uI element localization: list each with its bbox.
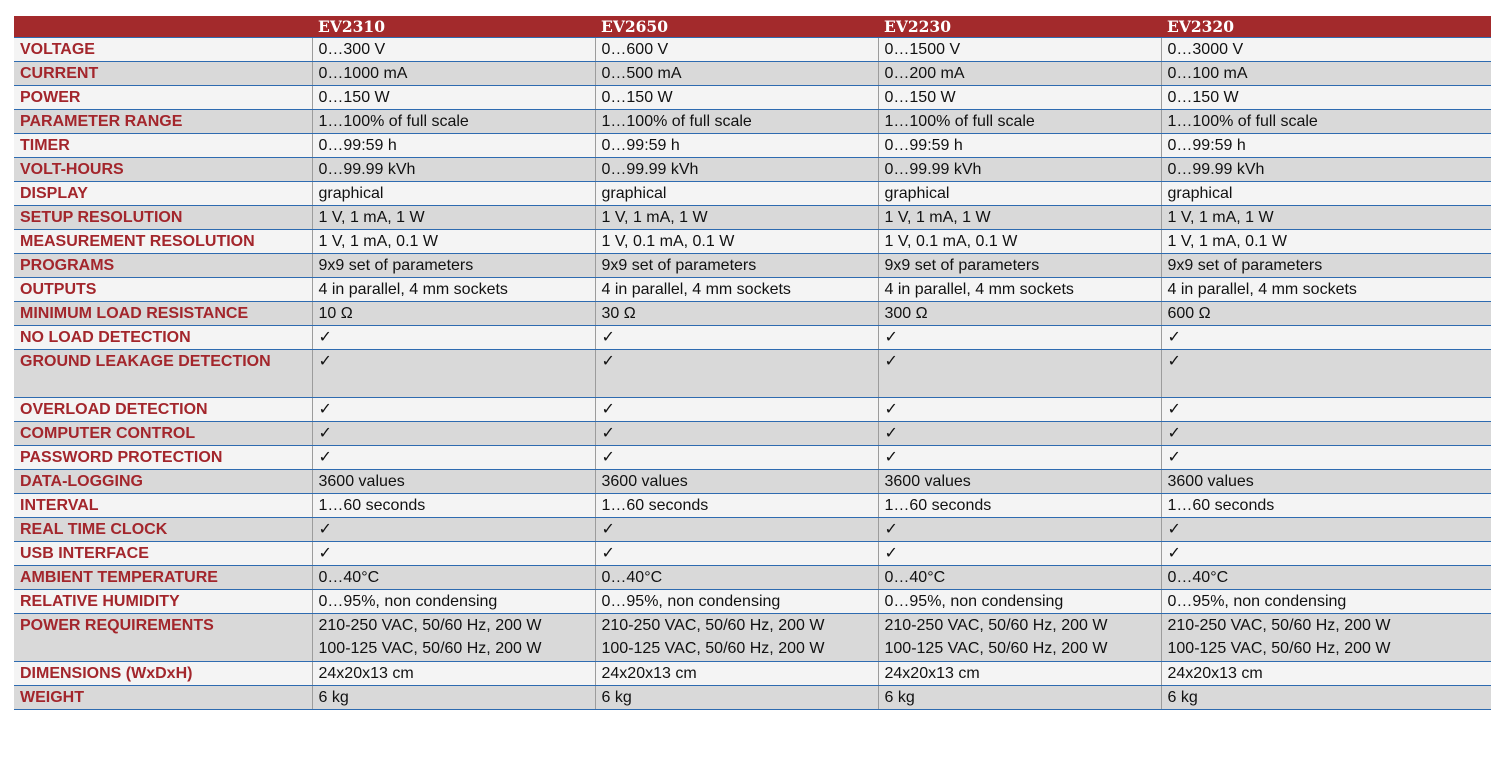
spec-value: 0…99.99 kVh (1161, 158, 1491, 182)
table-row (14, 686, 1491, 710)
table-row (14, 614, 1491, 662)
spec-value: ✓ (1161, 398, 1491, 422)
spec-value: ✓ (878, 446, 1161, 470)
row-label: WEIGHT (14, 686, 312, 710)
table-row (14, 134, 1491, 158)
table-row (14, 590, 1491, 614)
spec-value: 1…60 seconds (595, 494, 878, 518)
row-label: NO LOAD DETECTION (14, 326, 312, 350)
row-label: PARAMETER RANGE (14, 110, 312, 134)
row-label: COMPUTER CONTROL (14, 422, 312, 446)
spec-value: 1 V, 0.1 mA, 0.1 W (878, 230, 1161, 254)
spec-value: 6 kg (1161, 686, 1491, 710)
table-row (14, 494, 1491, 518)
spec-value: ✓ (878, 422, 1161, 446)
row-label: RELATIVE HUMIDITY (14, 590, 312, 614)
row-label: PROGRAMS (14, 254, 312, 278)
spec-value: 600 Ω (1161, 302, 1491, 326)
table-row (14, 326, 1491, 350)
spec-value: 3600 values (595, 470, 878, 494)
spec-value: 0…95%, non condensing (878, 590, 1161, 614)
spec-value: ✓ (312, 326, 595, 350)
table-row (14, 350, 1491, 398)
spec-value: ✓ (1161, 350, 1491, 398)
row-label: POWER (14, 86, 312, 110)
row-label: GROUND LEAKAGE DETECTION (14, 350, 312, 398)
spec-value: ✓ (312, 350, 595, 398)
spec-value: 1…100% of full scale (878, 110, 1161, 134)
row-label: INTERVAL (14, 494, 312, 518)
row-label: MINIMUM LOAD RESISTANCE (14, 302, 312, 326)
spec-value: ✓ (312, 446, 595, 470)
column-header: EV2650 (595, 16, 878, 38)
spec-value: ✓ (312, 422, 595, 446)
spec-value: 1…60 seconds (312, 494, 595, 518)
spec-value: ✓ (878, 398, 1161, 422)
spec-value: ✓ (595, 326, 878, 350)
spec-value-line: 210-250 VAC, 50/60 Hz, 200 W (318, 617, 542, 634)
spec-value (595, 614, 878, 662)
row-label: OVERLOAD DETECTION (14, 398, 312, 422)
spec-value: graphical (312, 182, 595, 206)
spec-value: 0…40°C (1161, 566, 1491, 590)
spec-value: ✓ (595, 542, 878, 566)
spec-value (878, 614, 1161, 662)
spec-value: 9x9 set of parameters (595, 254, 878, 278)
spec-value-line: 100-125 VAC, 50/60 Hz, 200 W (601, 640, 825, 657)
header-corner (14, 16, 312, 38)
spec-value: ✓ (878, 518, 1161, 542)
table-row (14, 230, 1491, 254)
spec-value: ✓ (878, 326, 1161, 350)
row-label: PASSWORD PROTECTION (14, 446, 312, 470)
table-row (14, 566, 1491, 590)
spec-table-container (14, 16, 1491, 710)
table-row (14, 302, 1491, 326)
spec-value: ✓ (878, 350, 1161, 398)
spec-value: 1 V, 1 mA, 1 W (312, 206, 595, 230)
spec-value: 0…95%, non condensing (1161, 590, 1491, 614)
spec-value: 0…150 W (595, 86, 878, 110)
spec-value: 0…40°C (595, 566, 878, 590)
spec-value: 0…500 mA (595, 62, 878, 86)
spec-value: 24x20x13 cm (1161, 662, 1491, 686)
spec-value: 0…95%, non condensing (312, 590, 595, 614)
spec-value: graphical (1161, 182, 1491, 206)
spec-value: 300 Ω (878, 302, 1161, 326)
spec-value: 24x20x13 cm (595, 662, 878, 686)
row-label: TIMER (14, 134, 312, 158)
table-row (14, 542, 1491, 566)
row-label: DIMENSIONS (WxDxH) (14, 662, 312, 686)
table-row (14, 38, 1491, 62)
spec-value-line: 100-125 VAC, 50/60 Hz, 200 W (318, 640, 542, 657)
spec-value-line: 210-250 VAC, 50/60 Hz, 200 W (601, 617, 825, 634)
spec-value: 3600 values (312, 470, 595, 494)
spec-value: 0…99:59 h (1161, 134, 1491, 158)
column-header: EV2230 (878, 16, 1161, 38)
spec-value: 0…99:59 h (878, 134, 1161, 158)
spec-value: 0…200 mA (878, 62, 1161, 86)
spec-value: ✓ (312, 398, 595, 422)
spec-table-header (14, 16, 1491, 38)
spec-value: 24x20x13 cm (312, 662, 595, 686)
row-label: CURRENT (14, 62, 312, 86)
spec-value: 1 V, 1 mA, 1 W (878, 206, 1161, 230)
row-label: POWER REQUIREMENTS (14, 614, 312, 662)
spec-value-line: 100-125 VAC, 50/60 Hz, 200 W (884, 640, 1108, 657)
spec-value-line: 210-250 VAC, 50/60 Hz, 200 W (884, 617, 1108, 634)
spec-table (14, 16, 1491, 710)
spec-value: 1 V, 1 mA, 1 W (1161, 206, 1491, 230)
row-label: DATA-LOGGING (14, 470, 312, 494)
spec-value: 3600 values (1161, 470, 1491, 494)
table-row (14, 422, 1491, 446)
row-label: MEASUREMENT RESOLUTION (14, 230, 312, 254)
table-row (14, 278, 1491, 302)
spec-value: 0…40°C (312, 566, 595, 590)
row-label: OUTPUTS (14, 278, 312, 302)
spec-value: 0…99:59 h (595, 134, 878, 158)
spec-value: 24x20x13 cm (878, 662, 1161, 686)
spec-value (1161, 614, 1491, 662)
header-row (14, 16, 1491, 38)
spec-value: 9x9 set of parameters (1161, 254, 1491, 278)
table-row (14, 662, 1491, 686)
spec-value-line: 210-250 VAC, 50/60 Hz, 200 W (1167, 617, 1391, 634)
spec-value: 3600 values (878, 470, 1161, 494)
spec-table-body (14, 38, 1491, 710)
spec-value: 1…100% of full scale (312, 110, 595, 134)
spec-value: 1…100% of full scale (595, 110, 878, 134)
spec-value: 0…99.99 kVh (595, 158, 878, 182)
row-label: VOLT-HOURS (14, 158, 312, 182)
spec-value: ✓ (595, 350, 878, 398)
row-label: DISPLAY (14, 182, 312, 206)
table-row (14, 206, 1491, 230)
spec-value: ✓ (878, 542, 1161, 566)
spec-value-line: 100-125 VAC, 50/60 Hz, 200 W (1167, 640, 1391, 657)
spec-value: 6 kg (595, 686, 878, 710)
spec-value: 4 in parallel, 4 mm sockets (312, 278, 595, 302)
spec-value: 0…150 W (1161, 86, 1491, 110)
row-label: USB INTERFACE (14, 542, 312, 566)
spec-value: ✓ (595, 422, 878, 446)
spec-value: 9x9 set of parameters (878, 254, 1161, 278)
spec-value: 0…3000 V (1161, 38, 1491, 62)
spec-value: ✓ (595, 518, 878, 542)
spec-value (312, 614, 595, 662)
row-label: SETUP RESOLUTION (14, 206, 312, 230)
spec-value: ✓ (1161, 518, 1491, 542)
spec-value: ✓ (595, 398, 878, 422)
spec-value: 4 in parallel, 4 mm sockets (1161, 278, 1491, 302)
table-row (14, 398, 1491, 422)
table-row (14, 518, 1491, 542)
spec-value: ✓ (1161, 446, 1491, 470)
spec-value: 30 Ω (595, 302, 878, 326)
spec-value: 1…60 seconds (878, 494, 1161, 518)
row-label: VOLTAGE (14, 38, 312, 62)
table-row (14, 446, 1491, 470)
spec-value: 9x9 set of parameters (312, 254, 595, 278)
spec-value: 0…600 V (595, 38, 878, 62)
table-row (14, 182, 1491, 206)
row-label: AMBIENT TEMPERATURE (14, 566, 312, 590)
spec-value: 1…100% of full scale (1161, 110, 1491, 134)
spec-value: 0…99.99 kVh (878, 158, 1161, 182)
spec-value: graphical (878, 182, 1161, 206)
spec-value: graphical (595, 182, 878, 206)
spec-value: ✓ (312, 542, 595, 566)
spec-value: 6 kg (312, 686, 595, 710)
spec-value: 0…40°C (878, 566, 1161, 590)
spec-value: 0…99.99 kVh (312, 158, 595, 182)
spec-value: 6 kg (878, 686, 1161, 710)
spec-value: 4 in parallel, 4 mm sockets (595, 278, 878, 302)
table-row (14, 110, 1491, 134)
row-label: REAL TIME CLOCK (14, 518, 312, 542)
table-row (14, 158, 1491, 182)
spec-value: 1…60 seconds (1161, 494, 1491, 518)
spec-value: 0…1000 mA (312, 62, 595, 86)
spec-value: 0…99:59 h (312, 134, 595, 158)
table-row (14, 470, 1491, 494)
spec-value: 0…100 mA (1161, 62, 1491, 86)
spec-value: ✓ (1161, 422, 1491, 446)
spec-value: 1 V, 1 mA, 1 W (595, 206, 878, 230)
spec-value: 1 V, 1 mA, 0.1 W (1161, 230, 1491, 254)
column-header: EV2310 (312, 16, 595, 38)
spec-value: 1 V, 0.1 mA, 0.1 W (595, 230, 878, 254)
table-row (14, 254, 1491, 278)
spec-value: 0…150 W (312, 86, 595, 110)
spec-value: 0…1500 V (878, 38, 1161, 62)
spec-value: 0…150 W (878, 86, 1161, 110)
spec-value: 4 in parallel, 4 mm sockets (878, 278, 1161, 302)
spec-value: ✓ (1161, 326, 1491, 350)
spec-value: 10 Ω (312, 302, 595, 326)
column-header: EV2320 (1161, 16, 1491, 38)
spec-value: 0…95%, non condensing (595, 590, 878, 614)
spec-value: 0…300 V (312, 38, 595, 62)
spec-value: ✓ (595, 446, 878, 470)
table-row (14, 86, 1491, 110)
spec-value: 1 V, 1 mA, 0.1 W (312, 230, 595, 254)
spec-value: ✓ (312, 518, 595, 542)
table-row (14, 62, 1491, 86)
spec-value: ✓ (1161, 542, 1491, 566)
